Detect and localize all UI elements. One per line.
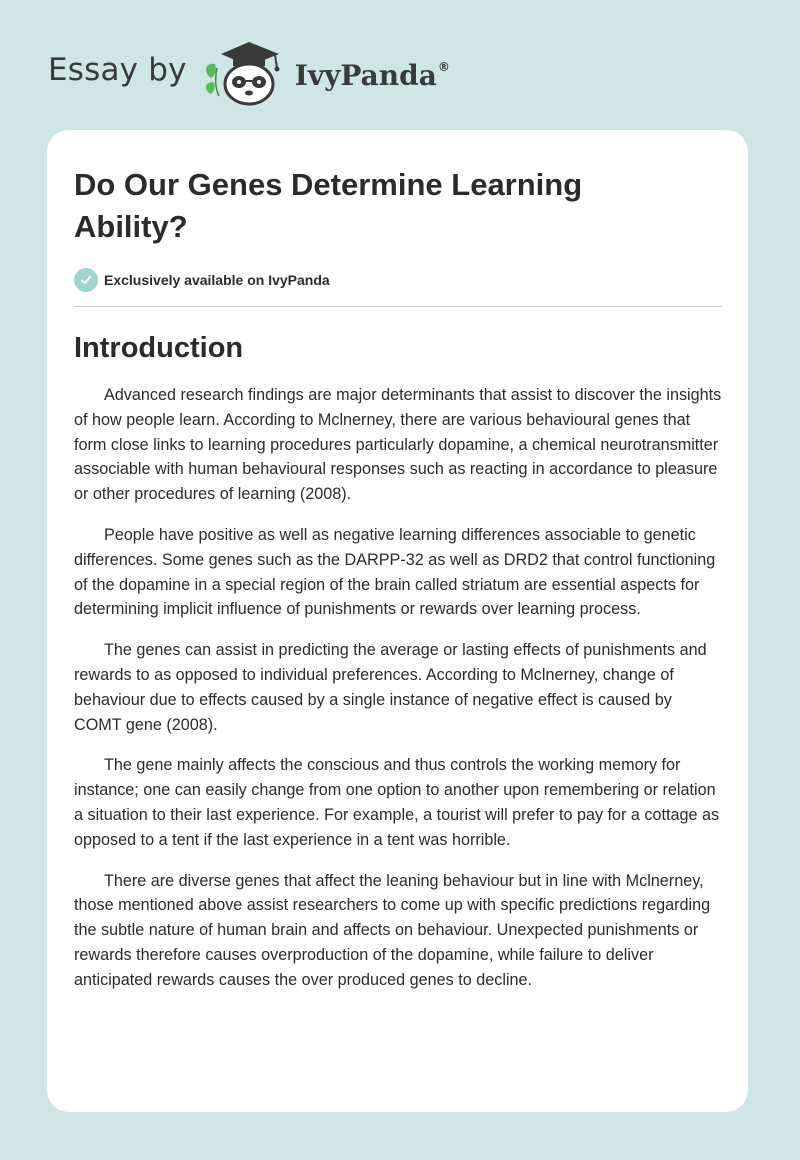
site-header [48, 38, 450, 108]
paragraph: There are diverse genes that affect the leaning behaviour but in line with Mclnerney, those mentioned above assist researchers to come up with specific predictions regarding the subtle nature of human brain and affects on behaviour. Unexpected punishments or rewards therefore causes overproduction of the dopamine, while failure to deliver anticipated rewards causes the over produced genes to decline. [74, 871, 711, 989]
check-circle-icon [74, 268, 98, 292]
divider [74, 306, 722, 307]
paragraph: The gene mainly affects the conscious and thus controls the working memory for instance; one can easily change from one option to another upon remembering or relation a situation to their last experience. For example, a tourist will prefer to pay for a cottage as opposed to a tent if the last experience in a tent was horrible. [74, 756, 720, 849]
essay-by-label: Essay by [48, 52, 187, 88]
exclusive-label: Exclusively available on IvyPanda [104, 272, 330, 288]
paragraph: Advanced research findings are major determinants that assist to discover the insights of how people learn. According to Mclnerney, there are various behavioural genes that form close links to learning procedures particularly dopamine, a chemical neurotransmitter associable with human behavioural responses such as reacting in accordance to pleasure or other procedures of learning (2008). [74, 386, 722, 504]
paragraph: People have positive as well as negative learning differences associable to genetic differences. Some genes such as the DARPP-32 as well as DRD2 that control functioning of the dopamine in a special region of the brain called striatum are essential aspects for determining implicit influence of punishments or rewards over learning process. [74, 525, 716, 619]
essay-body [74, 383, 722, 993]
section-heading: Introduction [74, 332, 244, 364]
panda-graduate-icon[interactable] [201, 38, 291, 108]
paragraph: The genes can assist in predicting the average or lasting effects of punishments and rewards to as opposed to individual preferences. According to Mclnerney, change of behaviour due to effects caused by a single instance of negative effect is caused by COMT gene (2008). [74, 641, 707, 734]
brand-name[interactable]: IvyPanda® [294, 58, 450, 92]
essay-card [47, 130, 748, 1112]
page-title: Do Our Genes Determine Learning Ability? [74, 167, 583, 244]
exclusive-badge [74, 268, 722, 292]
